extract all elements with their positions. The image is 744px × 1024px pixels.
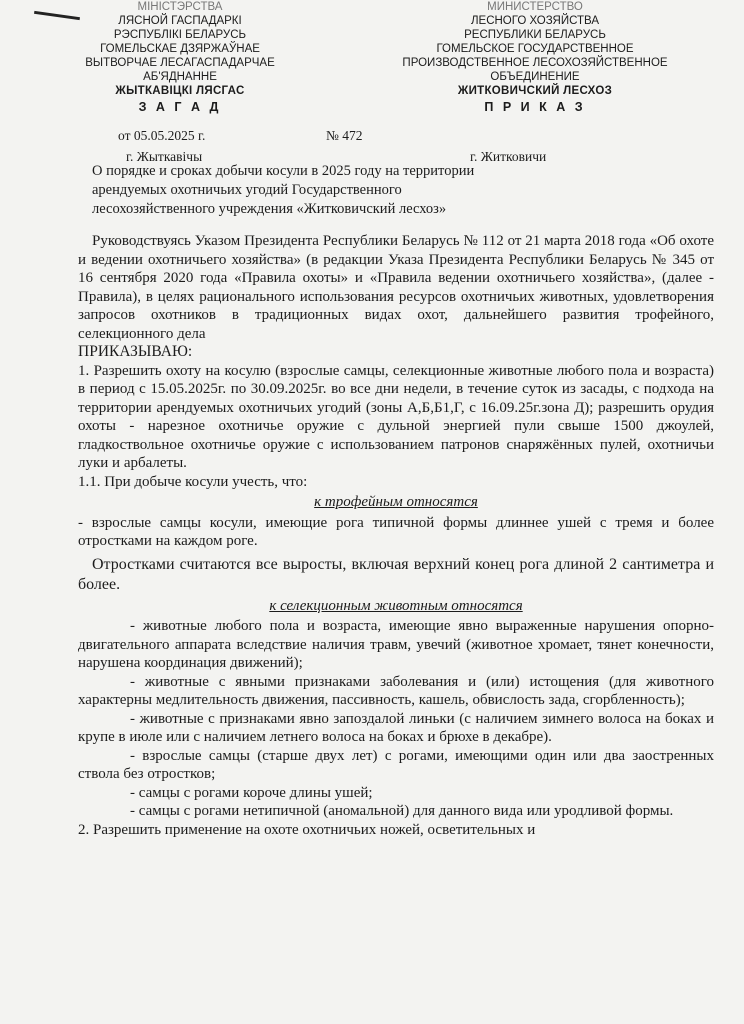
selection-item-3: - животные с признаками явно запоздалой линьки (с наличием зимнего волоса на боках и крупе в июле или с наличием летнего волоса на боках и брюхе в декабре). (78, 710, 714, 745)
header-left-line6: АБ'ЯДНАННЕ (143, 71, 217, 83)
header-left-line3: РЭСПУБЛІКІ БЕЛАРУСЬ (113, 29, 247, 41)
order-date: от 05.05.2025 г. (118, 128, 206, 143)
header-left-doc-type: З А Г А Д (138, 100, 222, 114)
city-right: г. Житковичи (470, 149, 547, 164)
header-right-org: ЖИТКОВИЧСКИЙ ЛЕСХОЗ (457, 85, 613, 97)
selection-item-5: - самцы с рогами короче длины ушей; (130, 784, 373, 801)
header-right-line3: РЕСПУБЛИКИ БЕЛАРУСЬ (464, 29, 606, 41)
subject-line-1: О порядке и сроках добычи косули в 2025 году на территории (92, 163, 475, 179)
item-1: 1. Разрешить охоту на косулю (взрослые самцы, селекционные животные любого пола и возраста) в период с 15.05.2025г. по 30.09.2025г. во все дни недели, в течение суток из засады, с подхода на территории арендуемых охотничьих угодий (зоны А,Б,Б1,Г, с 16.09.25г.зона Д); разрешить орудия охоты - нарезное охотничье оружие с дульной энергией пули свыше 1500 джоулей, гладкоствольное охотничье оружие с использованием патронов снаряжённых пулей, охотничьи луки и арбалеты. (78, 362, 714, 471)
scan-mark (34, 11, 80, 20)
selection-item-4: - взрослые самцы (старше двух лет) с рогами, имеющими один или два заостренных ствола без отростков; (78, 747, 714, 782)
header-left-line2: ЛЯСНОЙ ГАСПАДАРКІ (118, 15, 242, 27)
preamble: Руководствуясь Указом Президента Республики Беларусь № 112 от 21 марта 2018 года «Об охоте и ведении охотничьего хозяйства» (в редакции Указа Президента Республики Беларусь № 345 от 16 сентября 2020 года «Правила охоты» и «Правила ведении охотничьего хозяйства», (далее - Правила), в целях рационального использования ресурсов охотничьих животных, удовлетворения запросов охотников в традиционных видах охот, дальнейшего развития трофейного, селекционного дела (78, 233, 714, 342)
order-subject (92, 162, 612, 219)
header-right-doc-type: П Р И К А З (484, 100, 586, 114)
trophy-heading: к трофейным относятся (314, 494, 478, 510)
item-1-1: 1.1. При добыче косули учесть, что: (78, 473, 308, 490)
item-2: 2. Разрешить применение на охоте охотничьих ножей, осветительных и (78, 821, 536, 838)
header-right-line1: МИНИСТЕРСТВО (487, 1, 583, 13)
selection-item-2: - животные с явными признаками заболевания и (или) истощения (для животного характерны медлительность движения, пассивность, кашель, обвислость зада, сгорбленность); (78, 673, 714, 708)
subject-line-2: арендуемых охотничьих угодий Государственного (92, 182, 402, 198)
trophy-text: - взрослые самцы косули, имеющие рога типичной формы длиннее ушей с тремя и более отростками на каждом роге. (78, 514, 714, 549)
header-right-block (390, 0, 680, 114)
header-left-line1: МІНІСТЭРСТВА (137, 1, 223, 13)
order-number: № 472 (326, 128, 363, 143)
header-left-org: ЖЫТКАВІЦКІ ЛЯСГАС (115, 85, 245, 97)
header-right-line6: ОБЪЕДИНЕНИЕ (490, 71, 580, 83)
selection-heading: к селекционным животным относятся (269, 597, 523, 614)
selection-item-1: - животные любого пола и возраста, имеющие явно выраженные нарушения опорно-двигательного аппарата вследствие наличия травм, увечий (животное хромает, тянет конечности, нарушена координация движений); (78, 618, 714, 671)
header-left-line5: ВЫТВОРЧАЕ ЛЕСАГАСПАДАРЧАЕ (85, 57, 275, 69)
city-left: г. Жыткавічы (126, 149, 203, 164)
header-right-line2: ЛЕСНОГО ХОЗЯЙСТВА (470, 15, 600, 27)
order-body (78, 232, 714, 839)
selection-item-6: - самцы с рогами нетипичной (аномальной) для данного вида или уродливой формы. (130, 803, 674, 819)
tines-text: Отростками считаются все выросты, включая верхний конец рога длиной 2 сантиметра и более. (78, 555, 714, 593)
header-right-line4: ГОМЕЛЬСКОЕ ГОСУДАРСТВЕННОЕ (436, 43, 634, 55)
order-word: ПРИКАЗЫВАЮ: (78, 343, 193, 360)
header-left-line4: ГОМЕЛЬСКАЕ ДЗЯРЖАЎНАЕ (100, 43, 260, 55)
header-right-line5: ПРОИЗВОДСТВЕННОЕ ЛЕСОХОЗЯЙСТВЕННОЕ (402, 57, 668, 69)
subject-line-3: лесохозяйственного учреждения «Житковичский лесхоз» (92, 201, 447, 217)
header-left-block (80, 0, 280, 114)
